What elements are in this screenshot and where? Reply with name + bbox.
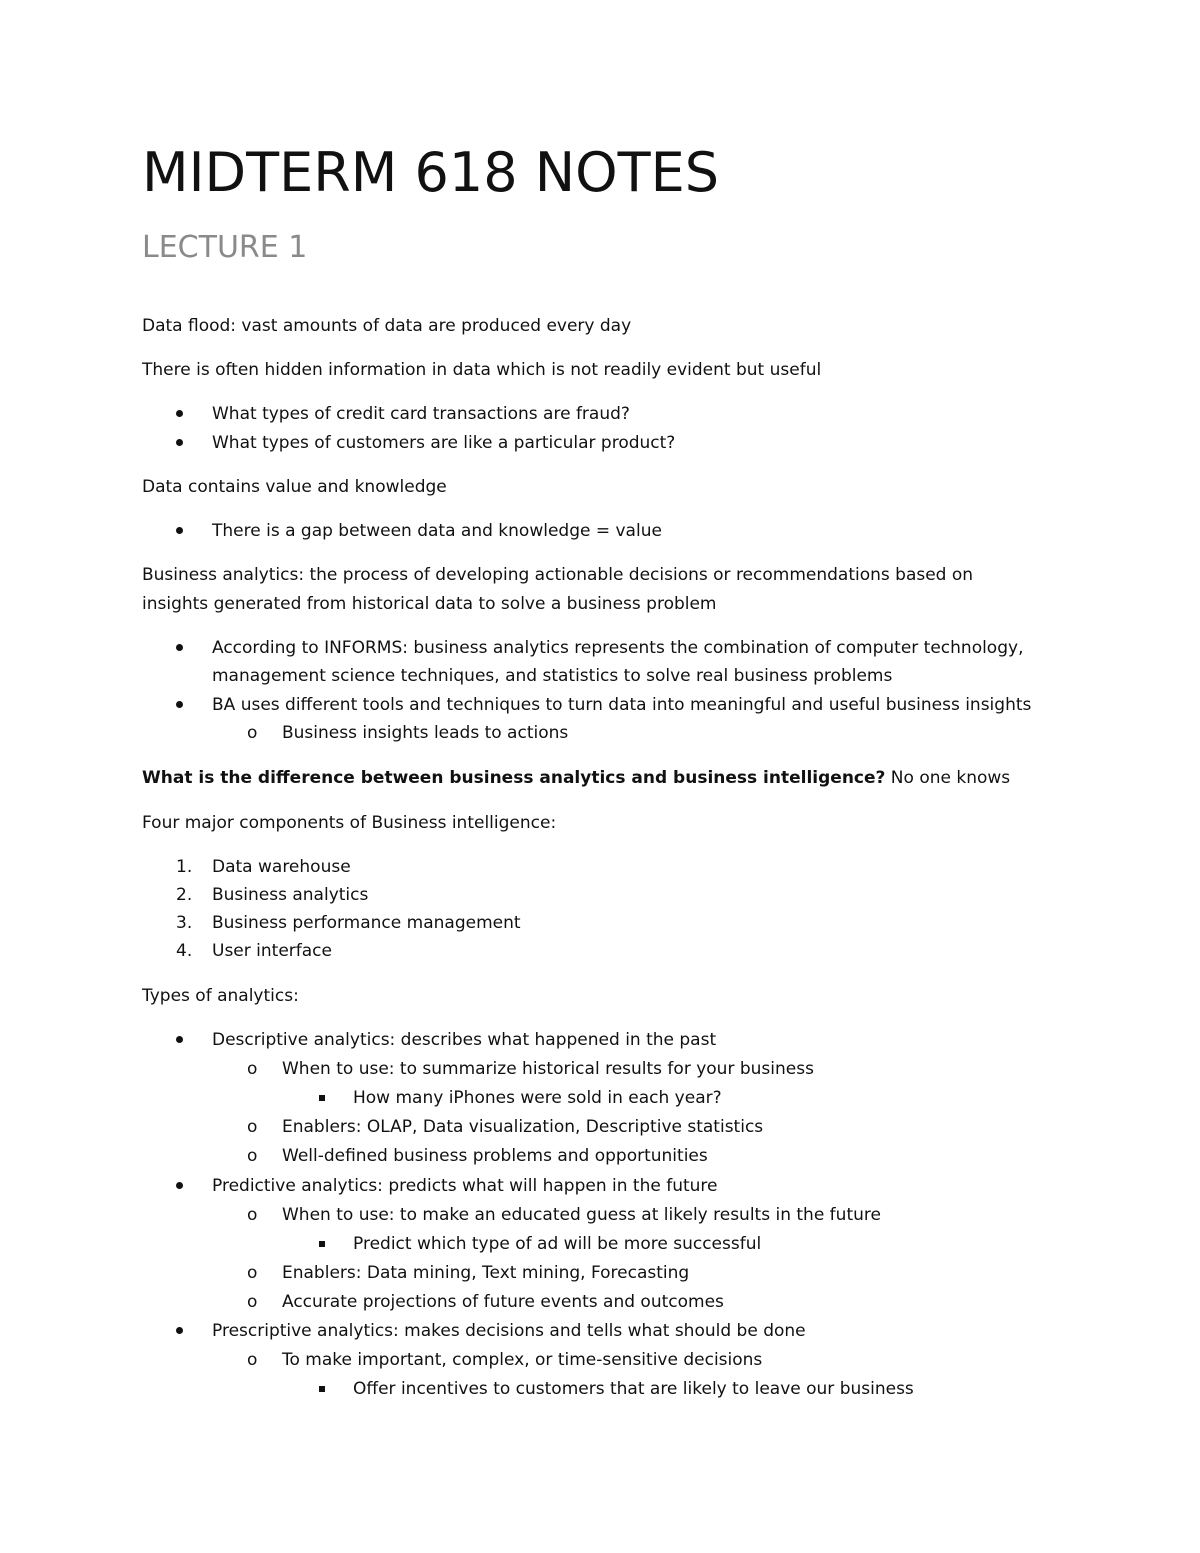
list-item: What types of customers are like a particular product? (212, 433, 676, 453)
bullet-circle-icon: o (247, 1059, 258, 1079)
bullet-dot-icon (176, 410, 183, 417)
list-number: 4. (176, 941, 193, 961)
bullet-dot-icon (176, 701, 183, 708)
paragraph-types-of-analytics: Types of analytics: (142, 986, 299, 1006)
bullet-circle-icon: o (247, 1146, 258, 1166)
bullet-circle-icon: o (247, 1205, 258, 1225)
list-item: Business analytics (212, 885, 369, 905)
list-item: Well-defined business problems and opportunities (282, 1146, 708, 1166)
list-item: Predictive analytics: predicts what will happen in the future (212, 1176, 718, 1196)
list-item: How many iPhones were sold in each year? (353, 1088, 722, 1108)
list-item: Business performance management (212, 913, 521, 933)
question-line (142, 764, 1010, 792)
paragraph-data-flood: Data flood: vast amounts of data are produced every day (142, 316, 632, 336)
list-item: Business insights leads to actions (282, 723, 569, 743)
document-title: MIDTERM 618 NOTES (142, 141, 719, 204)
list-number: 3. (176, 913, 193, 933)
bullet-square-icon (319, 1095, 325, 1101)
bullet-square-icon (319, 1386, 325, 1392)
list-item: Data warehouse (212, 857, 351, 877)
paragraph-four-components: Four major components of Business intelligence: (142, 813, 557, 833)
question-answer: No one knows (885, 768, 1011, 788)
bullet-circle-icon: o (247, 1263, 258, 1283)
paragraph-business-analytics: Business analytics: the process of developing actionable decisions or recommendations based on (142, 565, 974, 585)
list-item: Accurate projections of future events and outcomes (282, 1292, 724, 1312)
bullet-dot-icon (176, 1182, 183, 1189)
list-item: Enablers: OLAP, Data visualization, Descriptive statistics (282, 1117, 764, 1137)
list-item: Offer incentives to customers that are likely to leave our business (353, 1379, 914, 1399)
list-item: When to use: to make an educated guess at likely results in the future (282, 1205, 881, 1225)
paragraph-value-knowledge: Data contains value and knowledge (142, 477, 447, 497)
paragraph-hidden-info: There is often hidden information in data which is not readily evident but useful (142, 360, 822, 380)
question-bold: What is the difference between business analytics and business intelligence? (142, 768, 886, 788)
list-item: When to use: to summarize historical results for your business (282, 1059, 814, 1079)
bullet-dot-icon (176, 527, 183, 534)
bullet-circle-icon: o (247, 723, 258, 743)
bullet-square-icon (319, 1241, 325, 1247)
list-item: BA uses different tools and techniques to turn data into meaningful and useful business insights (212, 695, 1032, 715)
list-item: Descriptive analytics: describes what happened in the past (212, 1030, 717, 1050)
bullet-dot-icon (176, 644, 183, 651)
lecture-heading: LECTURE 1 (142, 230, 308, 265)
bullet-circle-icon: o (247, 1292, 258, 1312)
bullet-circle-icon: o (247, 1117, 258, 1137)
list-item-cont: management science techniques, and statistics to solve real business problems (212, 666, 893, 686)
list-item: User interface (212, 941, 332, 961)
list-item: According to INFORMS: business analytics represents the combination of computer technology, (212, 638, 1024, 658)
bullet-dot-icon (176, 1327, 183, 1334)
bullet-dot-icon (176, 439, 183, 446)
list-item: Predict which type of ad will be more successful (353, 1234, 762, 1254)
list-number: 2. (176, 885, 193, 905)
list-number: 1. (176, 857, 193, 877)
list-item: Enablers: Data mining, Text mining, Forecasting (282, 1263, 690, 1283)
bullet-circle-icon: o (247, 1350, 258, 1370)
list-item: What types of credit card transactions are fraud? (212, 404, 630, 424)
list-item: There is a gap between data and knowledge = value (212, 521, 662, 541)
list-item: To make important, complex, or time-sensitive decisions (282, 1350, 763, 1370)
list-item: Prescriptive analytics: makes decisions and tells what should be done (212, 1321, 806, 1341)
paragraph-business-analytics-cont: insights generated from historical data to solve a business problem (142, 594, 717, 614)
bullet-dot-icon (176, 1036, 183, 1043)
